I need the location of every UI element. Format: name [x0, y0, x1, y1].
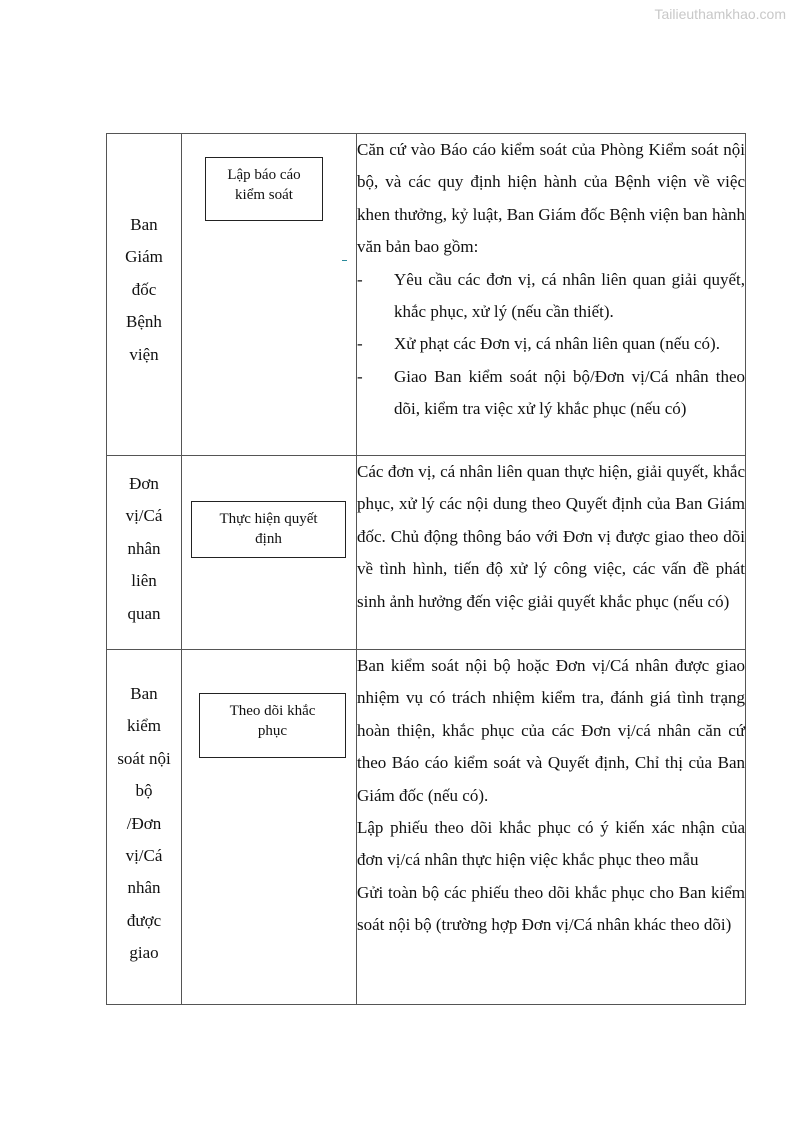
step-line: Thực hiện quyết	[219, 511, 318, 527]
table-row	[107, 650, 746, 1005]
role-line: Ban	[130, 215, 158, 234]
role-line: quan	[127, 603, 161, 623]
role-line: Ban	[130, 684, 158, 703]
description-cell	[357, 456, 746, 650]
connector-mark	[342, 260, 347, 261]
role-line: giao	[129, 943, 159, 963]
bullet-marker: -	[357, 366, 363, 386]
bullet-marker: -	[357, 269, 363, 289]
flow-cell	[182, 456, 357, 650]
flow-cell	[182, 650, 357, 1005]
watermark: Tailieuthamkhao.com	[654, 6, 786, 22]
bullet-text: Xử phạt các Đơn vị, cá nhân liên quan (nếu có).	[394, 334, 720, 354]
description-paragraph: Lập phiếu theo dõi khắc phục có ý kiến xác nhận của đơn vị/cá nhân thực hiện việc khắc phục theo mẫu	[357, 818, 745, 870]
flow-cell	[182, 134, 357, 456]
description-text: Các đơn vị, cá nhân liên quan thực hiện, giải quyết, khắc phục, xử lý các nội dung theo Quyết định của Ban Giám đốc. Chủ động thông báo với Đơn vị được giao theo dõi về tình hình, tiến độ xử lý công việc, các vấn đề phát sinh ảnh hưởng đến việc giải quyết khắc phục (nếu có)	[357, 462, 745, 611]
step-line: phục	[257, 723, 288, 739]
role-cell-board-of-directors	[107, 134, 182, 456]
role-line: Bệnh	[126, 312, 162, 332]
role-line: bộ	[135, 781, 153, 801]
description-cell	[357, 134, 746, 456]
role-cell-internal-control	[107, 650, 182, 1005]
step-line: Theo dõi khắc	[229, 703, 316, 719]
table-row	[107, 134, 746, 456]
role-line: /Đơn	[126, 813, 162, 833]
role-line: soát nội	[117, 748, 171, 768]
bullet-item	[357, 328, 745, 360]
description-intro: Căn cứ vào Báo cáo kiểm soát của Phòng Kiểm soát nội bộ, và các quy định hiện hành của Bệnh viện về việc khen thưởng, kỷ luật, Ban Giám đốc Bệnh viện ban hành văn bản bao gồm:	[357, 140, 745, 257]
description-cell	[357, 650, 746, 1005]
role-line: Giám	[125, 247, 163, 267]
bullet-item	[357, 361, 745, 426]
role-line: liên	[131, 571, 157, 591]
role-line: đốc	[131, 279, 157, 299]
role-line: nhân	[127, 878, 161, 898]
description-paragraph: Gửi toàn bộ các phiếu theo dõi khắc phục cho Ban kiểm soát nội bộ (trường hợp Đơn vị/Cá nhân khác theo dõi)	[357, 882, 745, 935]
step-box-monitor-remediation	[199, 693, 346, 758]
role-line: nhân	[127, 538, 161, 558]
step-box-implement-decision	[191, 501, 346, 558]
bullet-marker: -	[357, 334, 363, 354]
role-line: được	[126, 910, 162, 930]
table-row	[107, 456, 746, 650]
bullet-text: Giao Ban kiểm soát nội bộ/Đơn vị/Cá nhân theo dõi, kiểm tra việc xử lý khắc phục (nếu có)	[394, 366, 745, 419]
role-line: kiểm	[127, 716, 161, 736]
step-line: định	[255, 531, 282, 547]
role-cell-related-units	[107, 456, 182, 650]
role-line: viện	[129, 344, 159, 364]
step-line: Lập báo cáo	[227, 167, 301, 183]
role-line: vị/Cá	[125, 506, 163, 526]
step-line: kiểm soát	[235, 187, 293, 203]
role-line: Đơn	[129, 474, 159, 493]
bullet-item	[357, 264, 745, 329]
bullet-text: Yêu cầu các đơn vị, cá nhân liên quan giải quyết, khắc phục, xử lý (nếu cần thiết).	[394, 269, 745, 322]
step-box-prepare-report	[205, 157, 323, 221]
description-paragraph: Ban kiểm soát nội bộ hoặc Đơn vị/Cá nhân được giao nhiệm vụ có trách nhiệm kiểm tra, đánh giá tình trạng hoàn thiện, khắc phục của các Đơn vị/cá nhân căn cứ theo Báo cáo kiểm soát và Quyết định, Chỉ thị của Ban Giám đốc (nếu có).	[357, 656, 745, 805]
role-line: vị/Cá	[125, 846, 163, 866]
procedure-table	[106, 133, 746, 1005]
